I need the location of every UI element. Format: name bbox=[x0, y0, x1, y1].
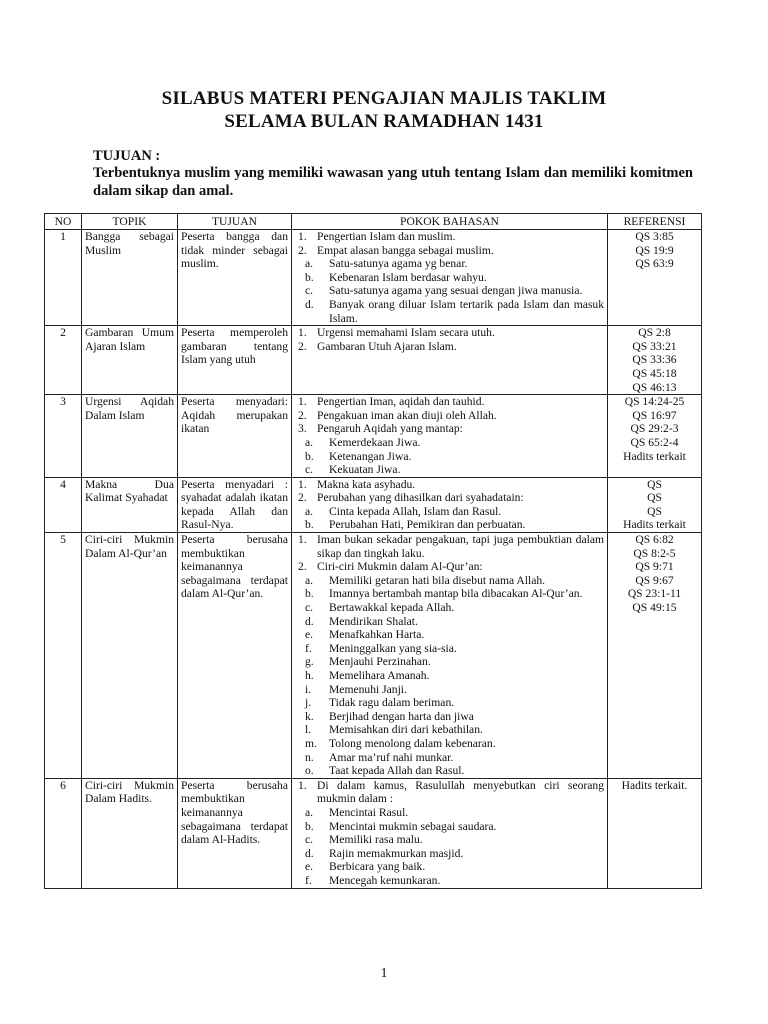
pokok-item bbox=[295, 764, 604, 778]
pokok-item-marker: 3. bbox=[298, 422, 307, 436]
pokok-item-text: Empat alasan bangga sebagai muslim. bbox=[317, 243, 494, 257]
row-referensi bbox=[608, 230, 702, 326]
pokok-item-marker: 2. bbox=[298, 560, 307, 574]
pokok-item bbox=[295, 683, 604, 697]
pokok-item-marker: a. bbox=[305, 257, 314, 271]
row-topik: Ciri-ciri Mukmin Dalam Hadits. bbox=[82, 778, 178, 888]
table-row bbox=[45, 395, 702, 478]
pokok-item-marker: a. bbox=[305, 573, 314, 587]
pokok-item bbox=[295, 574, 604, 588]
reference-item: QS 46:13 bbox=[632, 380, 677, 394]
reference-item: QS 3:85 bbox=[635, 230, 674, 243]
pokok-item-marker: d. bbox=[305, 846, 314, 860]
reference-item: QS 29:2-3 bbox=[630, 422, 679, 436]
pokok-item-text: Kemerdekaan Jiwa. bbox=[329, 435, 421, 449]
pokok-item bbox=[295, 737, 604, 751]
pokok-item-text: Meninggalkan yang sia-sia. bbox=[329, 641, 457, 655]
pokok-item-marker: n. bbox=[305, 750, 314, 764]
pokok-item-text: Mendirikan Shalat. bbox=[329, 614, 418, 628]
reference-item: QS 49:15 bbox=[632, 601, 677, 615]
row-no: 4 bbox=[45, 477, 82, 532]
row-pokok-bahasan bbox=[292, 230, 608, 326]
pokok-item-text: Kekuatan Jiwa. bbox=[329, 463, 401, 477]
pokok-item-marker: c. bbox=[305, 833, 314, 847]
pokok-item-marker: 1. bbox=[298, 477, 307, 491]
header-referensi: REFERENSI bbox=[608, 214, 702, 230]
reference-item: QS bbox=[647, 477, 662, 491]
header-no: NO bbox=[45, 214, 82, 230]
pokok-item bbox=[295, 860, 604, 874]
pokok-item-marker: a. bbox=[305, 435, 314, 449]
row-referensi bbox=[608, 395, 702, 478]
header-tujuan: TUJUAN bbox=[178, 214, 292, 230]
table-row bbox=[45, 326, 702, 395]
pokok-item-text: Perubahan Hati, Pemikiran dan perbuatan. bbox=[329, 518, 526, 532]
pokok-item bbox=[295, 655, 604, 669]
pokok-item bbox=[295, 409, 604, 423]
pokok-item-text: Pengaruh Aqidah yang mantap: bbox=[317, 422, 463, 436]
pokok-item-text: Kebenaran Islam berdasar wahyu. bbox=[329, 270, 487, 284]
pokok-item bbox=[295, 779, 604, 806]
pokok-item-marker: m. bbox=[305, 736, 317, 750]
pokok-item-text: Taat kepada Allah dan Rasul. bbox=[329, 764, 465, 778]
row-no: 6 bbox=[45, 778, 82, 888]
reference-item: QS 9:71 bbox=[635, 560, 674, 574]
pokok-item bbox=[295, 560, 604, 574]
pokok-item-marker: i. bbox=[305, 682, 312, 696]
tujuan-text: Terbentuknya muslim yang memiliki wawasan yang utuh tentang Islam dan memiliki komitmen dalam sikap dan amal. bbox=[93, 165, 693, 199]
reference-item: QS 19:9 bbox=[635, 243, 674, 257]
reference-item: QS 8:2-5 bbox=[633, 546, 676, 560]
pokok-item-text: Tidak ragu dalam beriman. bbox=[329, 696, 455, 710]
reference-item: QS 33:21 bbox=[632, 339, 677, 353]
row-tujuan: Peserta berusaha membuktikan keimanannya sebagaimana terdapat dalam Al-Qur’an. bbox=[178, 533, 292, 779]
pokok-item bbox=[295, 518, 604, 532]
pokok-item bbox=[295, 806, 604, 820]
pokok-item-text: Pengertian Iman, aqidah dan tauhid. bbox=[317, 395, 485, 409]
row-no: 3 bbox=[45, 395, 82, 478]
pokok-item-text: Memenuhi Janji. bbox=[329, 682, 407, 696]
pokok-item bbox=[295, 847, 604, 861]
row-referensi bbox=[608, 533, 702, 779]
pokok-item-text: Berjihad dengan harta dan jiwa bbox=[329, 709, 474, 723]
syllabus-table bbox=[44, 213, 702, 889]
reference-item: QS 33:36 bbox=[632, 353, 677, 367]
row-pokok-bahasan bbox=[292, 395, 608, 478]
pokok-item-text: Perubahan yang dihasilkan dari syahadatain: bbox=[317, 491, 524, 505]
pokok-item-text: Pengertian Islam dan muslim. bbox=[317, 230, 456, 243]
pokok-item-marker: a. bbox=[305, 805, 314, 819]
row-no: 2 bbox=[45, 326, 82, 395]
pokok-item-marker: k. bbox=[305, 709, 314, 723]
pokok-item bbox=[295, 326, 604, 340]
pokok-item bbox=[295, 271, 604, 285]
row-tujuan: Peserta menyadari: Aqidah merupakan ikatan bbox=[178, 395, 292, 478]
header-pokok-bahasan: POKOK BAHASAN bbox=[292, 214, 608, 230]
row-pokok-bahasan bbox=[292, 326, 608, 395]
pokok-item-marker: 2. bbox=[298, 408, 307, 422]
reference-item: QS 6:82 bbox=[635, 533, 674, 547]
pokok-item-text: Memisahkan diri dari kebathilan. bbox=[329, 723, 483, 737]
pokok-item bbox=[295, 478, 604, 492]
reference-item: QS 65:2-4 bbox=[630, 435, 679, 449]
pokok-item-marker: b. bbox=[305, 819, 314, 833]
row-referensi bbox=[608, 326, 702, 395]
pokok-item-marker: o. bbox=[305, 764, 314, 778]
row-topik: Gambaran Umum Ajaran Islam bbox=[82, 326, 178, 395]
pokok-item bbox=[295, 874, 604, 888]
reference-item: Hadits terkait bbox=[623, 449, 686, 463]
pokok-item bbox=[295, 751, 604, 765]
pokok-item bbox=[295, 710, 604, 724]
pokok-item bbox=[295, 298, 604, 325]
pokok-item bbox=[295, 340, 604, 354]
pokok-item-marker: 1. bbox=[298, 326, 307, 340]
pokok-item-marker: d. bbox=[305, 297, 314, 311]
pokok-item bbox=[295, 450, 604, 464]
row-topik: Urgensi Aqidah Dalam Islam bbox=[82, 395, 178, 478]
pokok-item-text: Di dalam kamus, Rasulullah menyebutkan ciri seorang mukmin dalam : bbox=[317, 778, 604, 806]
pokok-item-marker: b. bbox=[305, 587, 314, 601]
reference-item: QS bbox=[647, 504, 662, 518]
pokok-item-text: Imannya bertambah mantap bila dibacakan Al-Qur’an. bbox=[329, 587, 583, 601]
pokok-item-text: Amar ma’ruf nahi munkar. bbox=[329, 750, 454, 764]
pokok-item-marker: g. bbox=[305, 655, 314, 669]
pokok-item-text: Rajin memakmurkan masjid. bbox=[329, 846, 464, 860]
reference-item: Hadits terkait. bbox=[621, 778, 688, 792]
pokok-item bbox=[295, 230, 604, 244]
pokok-item bbox=[295, 505, 604, 519]
pokok-item bbox=[295, 696, 604, 710]
pokok-item-text: Bertawakkal kepada Allah. bbox=[329, 601, 455, 615]
pokok-item-text: Satu-satunya agama yg benar. bbox=[329, 257, 468, 271]
pokok-item-text: Menjauhi Perzinahan. bbox=[329, 655, 431, 669]
row-no: 5 bbox=[45, 533, 82, 779]
pokok-item-marker: b. bbox=[305, 270, 314, 284]
table-row bbox=[45, 477, 702, 532]
row-topik: Makna Dua Kalimat Syahadat bbox=[82, 477, 178, 532]
pokok-item-marker: j. bbox=[305, 696, 312, 710]
pokok-item-marker: f. bbox=[305, 873, 312, 887]
pokok-item-marker: b. bbox=[305, 449, 314, 463]
table-body bbox=[45, 230, 702, 889]
reference-item: QS bbox=[647, 491, 662, 505]
pokok-item-text: Satu-satunya agama yang sesuai dengan jiwa manusia. bbox=[329, 284, 583, 298]
pokok-item-marker: 2. bbox=[298, 243, 307, 257]
pokok-item bbox=[295, 257, 604, 271]
pokok-item-text: Ketenangan Jiwa. bbox=[329, 449, 412, 463]
pokok-item-text: Iman bukan sekadar pengakuan, tapi juga pembuktian dalam sikap dan tingkah laku. bbox=[317, 533, 604, 560]
pokok-item-text: Tolong menolong dalam kebenaran. bbox=[329, 736, 496, 750]
tujuan-label: TUJUAN : bbox=[93, 148, 161, 164]
pokok-item-text: Pengakuan iman akan diuji oleh Allah. bbox=[317, 408, 497, 422]
page-number: 1 bbox=[380, 966, 388, 981]
pokok-item-text: Memiliki getaran hati bila disebut nama Allah. bbox=[329, 573, 546, 587]
reference-item: QS 63:9 bbox=[635, 257, 674, 271]
pokok-item-marker: c. bbox=[305, 463, 314, 477]
pokok-item bbox=[295, 820, 604, 834]
row-pokok-bahasan bbox=[292, 778, 608, 888]
reference-item: QS 45:18 bbox=[632, 366, 677, 380]
pokok-item-marker: 1. bbox=[298, 778, 307, 792]
pokok-item-marker: 1. bbox=[298, 230, 307, 243]
pokok-item bbox=[295, 587, 604, 601]
reference-item: QS 14:24-25 bbox=[624, 395, 685, 409]
pokok-item-text: Gambaran Utuh Ajaran Islam. bbox=[317, 339, 457, 353]
pokok-item-text: Ciri-ciri Mukmin dalam Al-Qur’an: bbox=[317, 560, 483, 574]
pokok-item-marker: 1. bbox=[298, 533, 307, 547]
pokok-item bbox=[295, 436, 604, 450]
pokok-item-text: Urgensi memahami Islam secara utuh. bbox=[317, 326, 495, 340]
pokok-item bbox=[295, 491, 604, 505]
pokok-item-text: Mencintai Rasul. bbox=[329, 805, 409, 819]
pokok-item-marker: e. bbox=[305, 628, 314, 642]
reference-item: QS 23:1-11 bbox=[627, 587, 682, 601]
reference-item: QS 2:8 bbox=[638, 326, 671, 340]
pokok-item-marker: b. bbox=[305, 518, 314, 532]
pokok-item bbox=[295, 463, 604, 477]
document-title-line-2: SELAMA BULAN RAMADHAN 1431 bbox=[224, 111, 544, 132]
pokok-item-text: Berbicara yang baik. bbox=[329, 860, 426, 874]
pokok-item bbox=[295, 244, 604, 258]
pokok-item-marker: e. bbox=[305, 860, 314, 874]
table-row bbox=[45, 778, 702, 888]
pokok-item bbox=[295, 395, 604, 409]
row-tujuan: Peserta memperoleh gambaran tentang Islam yang utuh bbox=[178, 326, 292, 395]
reference-item: QS 9:67 bbox=[635, 573, 674, 587]
table-row bbox=[45, 230, 702, 326]
pokok-item-text: Menafkahkan Harta. bbox=[329, 628, 425, 642]
table-header-row bbox=[45, 214, 702, 230]
table-row bbox=[45, 533, 702, 779]
pokok-item bbox=[295, 723, 604, 737]
pokok-item bbox=[295, 642, 604, 656]
pokok-item bbox=[295, 284, 604, 298]
pokok-item bbox=[295, 601, 604, 615]
pokok-item-marker: 2. bbox=[298, 491, 307, 505]
row-topik: Ciri-ciri Mukmin Dalam Al-Qur’an bbox=[82, 533, 178, 779]
pokok-item-text: Mencintai mukmin sebagai saudara. bbox=[329, 819, 497, 833]
pokok-item-text: Makna kata asyhadu. bbox=[317, 477, 416, 491]
header-topik: TOPIK bbox=[82, 214, 178, 230]
pokok-item-text: Memiliki rasa malu. bbox=[329, 833, 423, 847]
pokok-item bbox=[295, 533, 604, 560]
pokok-item-marker: a. bbox=[305, 504, 314, 518]
row-referensi bbox=[608, 778, 702, 888]
pokok-item-marker: d. bbox=[305, 614, 314, 628]
pokok-item-marker: c. bbox=[305, 284, 314, 298]
pokok-item-marker: 1. bbox=[298, 395, 307, 409]
row-tujuan: Peserta bangga dan tidak minder sebagai muslim. bbox=[178, 230, 292, 326]
pokok-item-marker: 2. bbox=[298, 339, 307, 353]
row-tujuan: Peserta berusaha membuktikan keimanannya sebagaimana terdapat dalam Al-Hadits. bbox=[178, 778, 292, 888]
pokok-item bbox=[295, 833, 604, 847]
pokok-item bbox=[295, 628, 604, 642]
pokok-item-text: Mencegah kemunkaran. bbox=[329, 873, 441, 887]
pokok-item-marker: h. bbox=[305, 669, 314, 682]
row-topik: Bangga sebagai Muslim bbox=[82, 230, 178, 326]
pokok-item-marker: c. bbox=[305, 601, 314, 615]
row-referensi bbox=[608, 477, 702, 532]
document-title-line-1: SILABUS MATERI PENGAJIAN MAJLIS TAKLIM bbox=[161, 88, 607, 109]
pokok-item-text: Memelihara Amanah. bbox=[329, 669, 430, 682]
pokok-item-text: Cinta kepada Allah, Islam dan Rasul. bbox=[329, 504, 502, 518]
pokok-item bbox=[295, 669, 604, 683]
row-tujuan: Peserta menyadari : syahadat adalah ikatan kepada Allah dan Rasul-Nya. bbox=[178, 477, 292, 532]
row-pokok-bahasan bbox=[292, 533, 608, 779]
pokok-item-marker: f. bbox=[305, 641, 312, 655]
reference-item: Hadits terkait bbox=[623, 518, 686, 532]
row-pokok-bahasan bbox=[292, 477, 608, 532]
pokok-item bbox=[295, 615, 604, 629]
pokok-item-text: Banyak orang diluar Islam tertarik pada Islam dan masuk Islam. bbox=[329, 297, 604, 325]
pokok-item bbox=[295, 422, 604, 436]
pokok-item-marker: l. bbox=[305, 723, 312, 737]
reference-item: QS 16:97 bbox=[632, 408, 677, 422]
row-no: 1 bbox=[45, 230, 82, 326]
